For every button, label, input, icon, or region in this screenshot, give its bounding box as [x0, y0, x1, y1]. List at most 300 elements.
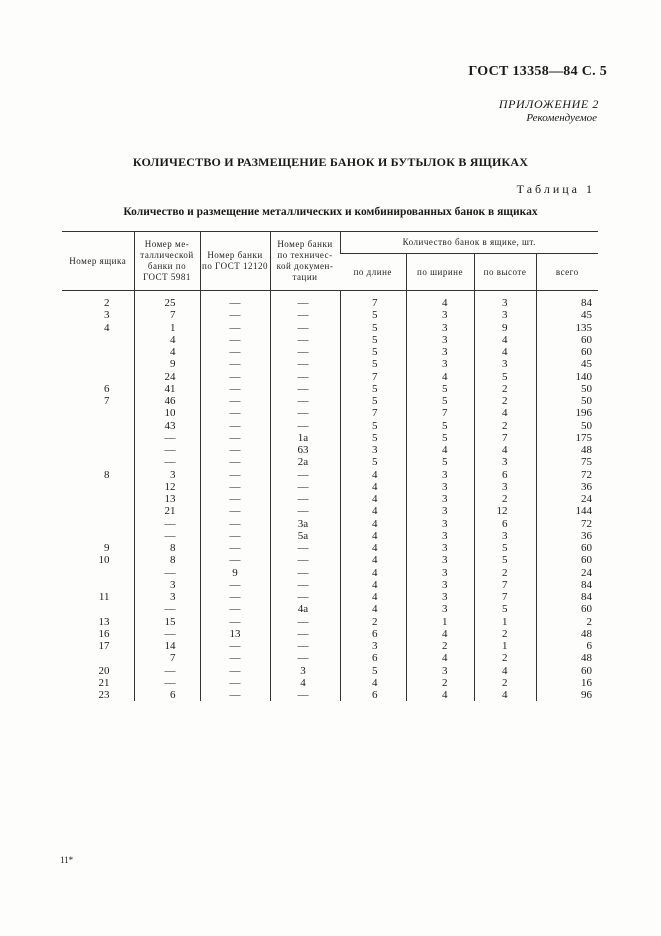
cell-total: 24 — [536, 493, 598, 505]
table-row — [62, 665, 598, 677]
cell-can-gost-5981: 7 — [134, 652, 200, 664]
cell-can-gost-12120: — — [200, 358, 270, 370]
table-row — [62, 346, 598, 358]
cell-by-length: 3 — [340, 640, 406, 652]
boxes-table — [62, 231, 598, 701]
cell-by-length: 5 — [340, 456, 406, 468]
cell-by-height: 5 — [474, 603, 536, 615]
cell-by-length: 4 — [340, 530, 406, 542]
cell-can-spec: — — [270, 652, 340, 664]
cell-box-no — [62, 358, 134, 370]
header-by-width: по ширине — [406, 254, 474, 291]
cell-box-no — [62, 432, 134, 444]
cell-can-gost-12120: — — [200, 383, 270, 395]
cell-by-height: 4 — [474, 689, 536, 701]
cell-by-height: 1 — [474, 616, 536, 628]
cell-can-gost-5981: — — [134, 444, 200, 456]
cell-total: 96 — [536, 689, 598, 701]
cell-total: 50 — [536, 420, 598, 432]
cell-can-gost-12120: — — [200, 530, 270, 542]
cell-by-length: 5 — [340, 665, 406, 677]
cell-can-gost-5981: 1 — [134, 322, 200, 334]
header-can-gost-5981: Номер ме-таллической банки по ГОСТ 5981 — [134, 232, 200, 291]
cell-box-no — [62, 481, 134, 493]
cell-total: 60 — [536, 665, 598, 677]
cell-can-spec: 3 — [270, 665, 340, 677]
table-row — [62, 358, 598, 370]
cell-can-spec: — — [270, 689, 340, 701]
cell-total: 72 — [536, 518, 598, 530]
cell-by-width: 2 — [406, 677, 474, 689]
cell-can-spec: 4а — [270, 603, 340, 615]
cell-can-gost-12120: — — [200, 665, 270, 677]
table-row — [62, 603, 598, 615]
cell-box-no: 10 — [98, 554, 110, 567]
cell-by-height: 2 — [474, 383, 536, 395]
cell-by-length: 4 — [340, 677, 406, 689]
cell-can-spec: — — [270, 554, 340, 566]
cell-can-gost-5981: 8 — [134, 554, 200, 566]
cell-by-length: 4 — [340, 481, 406, 493]
cell-box-no — [62, 346, 134, 358]
cell-can-spec: — — [270, 407, 340, 419]
cell-by-height: 3 — [474, 481, 536, 493]
cell-box-no — [62, 334, 134, 346]
cell-by-height: 4 — [474, 346, 536, 358]
cell-can-gost-12120: — — [200, 640, 270, 652]
table-row — [62, 689, 598, 701]
cell-can-gost-5981: 8 — [134, 542, 200, 554]
cell-can-gost-12120: 9 — [200, 567, 270, 579]
cell-total: 84 — [536, 291, 598, 310]
cell-by-height: 1 — [474, 640, 536, 652]
appendix-subtitle: Рекомендуемое — [526, 112, 597, 124]
cell-total: 135 — [536, 322, 598, 334]
cell-by-height: 3 — [474, 309, 536, 321]
cell-by-width: 3 — [406, 530, 474, 542]
cell-can-gost-12120: — — [200, 432, 270, 444]
table-row — [62, 591, 598, 603]
cell-box-no — [62, 420, 134, 432]
cell-box-no: 16 — [98, 627, 110, 640]
section-title: КОЛИЧЕСТВО И РАЗМЕЩЕНИЕ БАНОК И БУТЫЛОК В ЯЩИКАХ — [132, 155, 529, 169]
page-reference: ГОСТ 13358—84 С. 5 — [468, 64, 607, 79]
cell-by-length: 5 — [340, 358, 406, 370]
cell-by-length: 4 — [340, 518, 406, 530]
cell-by-length: 4 — [340, 505, 406, 517]
cell-can-spec: — — [270, 322, 340, 334]
cell-box-no: 4 — [104, 321, 110, 334]
cell-can-gost-12120: — — [200, 652, 270, 664]
cell-can-gost-12120: — — [200, 616, 270, 628]
cell-box-no — [62, 579, 134, 591]
appendix-block — [499, 97, 599, 125]
cell-can-spec: — — [270, 334, 340, 346]
cell-by-length: 4 — [340, 493, 406, 505]
cell-can-spec: — — [270, 493, 340, 505]
table-row — [62, 371, 598, 383]
cell-can-spec: — — [270, 616, 340, 628]
cell-can-spec: — — [270, 309, 340, 321]
cell-can-spec: — — [270, 542, 340, 554]
cell-box-no — [62, 530, 134, 542]
cell-box-no: 17 — [98, 640, 110, 652]
cell-can-spec: — — [270, 395, 340, 407]
cell-can-gost-5981: 24 — [134, 371, 200, 383]
table-row — [62, 567, 598, 579]
cell-can-spec: 63 — [270, 444, 340, 456]
cell-by-width: 5 — [406, 383, 474, 395]
cell-by-width: 3 — [406, 505, 474, 517]
table-row — [62, 505, 598, 517]
cell-can-gost-5981: 3 — [134, 579, 200, 591]
cell-by-height: 2 — [474, 677, 536, 689]
table-row — [62, 640, 598, 652]
cell-total: 60 — [536, 603, 598, 615]
cell-by-height: 4 — [474, 334, 536, 346]
cell-by-height: 5 — [474, 371, 536, 383]
table-row — [62, 407, 598, 419]
cell-total: 48 — [536, 628, 598, 640]
header-can-gost-12120: Номер банки по ГОСТ 12120 — [200, 232, 270, 291]
cell-can-gost-12120: — — [200, 481, 270, 493]
cell-by-width: 3 — [406, 567, 474, 579]
cell-can-gost-5981: — — [134, 628, 200, 640]
cell-can-gost-12120: — — [200, 456, 270, 468]
cell-can-spec: — — [270, 346, 340, 358]
table-row — [62, 554, 598, 566]
cell-by-width: 3 — [406, 542, 474, 554]
cell-can-spec: — — [270, 358, 340, 370]
cell-by-length: 4 — [340, 469, 406, 481]
cell-box-no: 9 — [104, 542, 110, 554]
header-can-count-group: Количество банок в ящике, шт. — [340, 232, 598, 254]
cell-total: 75 — [536, 456, 598, 468]
cell-can-gost-12120: — — [200, 554, 270, 566]
cell-can-gost-12120: — — [200, 444, 270, 456]
cell-by-height: 4 — [474, 444, 536, 456]
cell-can-gost-12120: — — [200, 395, 270, 407]
cell-by-height: 9 — [474, 322, 536, 334]
cell-can-gost-12120: — — [200, 591, 270, 603]
cell-box-no: 6 — [104, 382, 110, 395]
cell-can-spec: — — [270, 371, 340, 383]
cell-box-no: 13 — [98, 615, 110, 628]
cell-total: 16 — [536, 677, 598, 689]
cell-can-spec: 1а — [270, 432, 340, 444]
cell-by-length: 4 — [340, 554, 406, 566]
cell-by-length: 6 — [340, 628, 406, 640]
cell-can-gost-12120: — — [200, 334, 270, 346]
table-row — [62, 291, 598, 310]
cell-by-length: 4 — [340, 567, 406, 579]
cell-by-length: 7 — [340, 407, 406, 419]
cell-box-no: 21 — [98, 676, 110, 689]
table-body — [62, 291, 598, 702]
cell-can-gost-5981: 15 — [134, 616, 200, 628]
cell-box-no — [62, 444, 134, 456]
cell-can-gost-12120: — — [200, 579, 270, 591]
cell-by-width: 3 — [406, 554, 474, 566]
table-row — [62, 432, 598, 444]
cell-total: 36 — [536, 530, 598, 542]
cell-can-gost-12120: — — [200, 291, 270, 310]
cell-can-gost-5981: 43 — [134, 420, 200, 432]
cell-box-no — [62, 456, 134, 468]
table-label: Таблица 1 — [516, 182, 595, 196]
cell-by-width: 4 — [406, 652, 474, 664]
cell-by-length: 4 — [340, 603, 406, 615]
cell-can-gost-5981: 9 — [134, 358, 200, 370]
cell-total: 2 — [536, 616, 598, 628]
cell-can-spec: — — [270, 505, 340, 517]
cell-can-gost-5981: 4 — [134, 334, 200, 346]
cell-total: 84 — [536, 591, 598, 603]
cell-can-gost-5981: — — [134, 603, 200, 615]
cell-by-height: 5 — [474, 542, 536, 554]
cell-box-no: 7 — [104, 395, 110, 407]
cell-can-gost-5981: 6 — [134, 689, 200, 701]
cell-can-gost-12120: — — [200, 371, 270, 383]
cell-by-width: 5 — [406, 432, 474, 444]
cell-by-length: 4 — [340, 591, 406, 603]
cell-total: 60 — [536, 334, 598, 346]
cell-can-gost-5981: 12 — [134, 481, 200, 493]
table-row — [62, 395, 598, 407]
cell-can-gost-12120: — — [200, 518, 270, 530]
cell-by-width: 5 — [406, 420, 474, 432]
cell-box-no: 2 — [104, 297, 110, 309]
cell-can-gost-5981: 25 — [134, 291, 200, 310]
cell-by-length: 5 — [340, 334, 406, 346]
cell-can-gost-5981: — — [134, 677, 200, 689]
cell-by-length: 5 — [340, 432, 406, 444]
cell-can-spec: — — [270, 591, 340, 603]
cell-total: 144 — [536, 505, 598, 517]
cell-by-length: 4 — [340, 542, 406, 554]
table-row — [62, 616, 598, 628]
cell-total: 6 — [536, 640, 598, 652]
cell-by-width: 3 — [406, 665, 474, 677]
cell-can-gost-5981: — — [134, 567, 200, 579]
cell-by-width: 4 — [406, 444, 474, 456]
cell-total: 60 — [536, 554, 598, 566]
cell-box-no — [62, 567, 134, 579]
cell-total: 50 — [536, 395, 598, 407]
cell-by-length: 6 — [340, 689, 406, 701]
cell-by-length: 4 — [340, 579, 406, 591]
cell-by-width: 5 — [406, 395, 474, 407]
cell-total: 60 — [536, 346, 598, 358]
cell-by-height: 3 — [474, 530, 536, 542]
cell-can-gost-12120: — — [200, 689, 270, 701]
cell-can-gost-5981: 3 — [134, 591, 200, 603]
cell-can-gost-12120: — — [200, 603, 270, 615]
cell-by-length: 5 — [340, 346, 406, 358]
cell-by-width: 3 — [406, 481, 474, 493]
cell-can-gost-5981: — — [134, 665, 200, 677]
cell-can-gost-5981: 10 — [134, 407, 200, 419]
footer-mark: 11* — [60, 855, 74, 865]
cell-can-gost-5981: 4 — [134, 346, 200, 358]
cell-can-gost-5981: — — [134, 518, 200, 530]
cell-by-width: 3 — [406, 603, 474, 615]
header-by-height: по высоте — [474, 254, 536, 291]
table-row — [62, 677, 598, 689]
cell-can-spec: 3а — [270, 518, 340, 530]
header-total: всего — [536, 254, 598, 291]
table-row — [62, 383, 598, 395]
table-row — [62, 456, 598, 468]
cell-box-no: 11 — [98, 591, 110, 603]
cell-by-height: 4 — [474, 665, 536, 677]
cell-by-width: 3 — [406, 334, 474, 346]
table-row — [62, 652, 598, 664]
cell-can-gost-12120: — — [200, 505, 270, 517]
cell-by-height: 3 — [474, 358, 536, 370]
cell-by-width: 3 — [406, 591, 474, 603]
cell-can-gost-12120: — — [200, 407, 270, 419]
cell-box-no: 3 — [104, 309, 110, 322]
cell-can-spec: — — [270, 567, 340, 579]
cell-by-height: 2 — [474, 652, 536, 664]
cell-can-gost-5981: 41 — [134, 383, 200, 395]
cell-by-height: 2 — [474, 628, 536, 640]
cell-by-length: 2 — [340, 616, 406, 628]
table-row — [62, 579, 598, 591]
cell-total: 48 — [536, 652, 598, 664]
cell-by-height: 12 — [474, 505, 536, 517]
table-row — [62, 469, 598, 481]
cell-by-width: 3 — [406, 469, 474, 481]
cell-by-height: 2 — [474, 493, 536, 505]
cell-by-width: 4 — [406, 628, 474, 640]
cell-by-height: 7 — [474, 579, 536, 591]
cell-by-height: 2 — [474, 567, 536, 579]
cell-can-gost-12120: 13 — [200, 628, 270, 640]
cell-by-length: 7 — [340, 371, 406, 383]
table-row — [62, 444, 598, 456]
cell-total: 175 — [536, 432, 598, 444]
table-row — [62, 530, 598, 542]
cell-box-no — [62, 518, 134, 530]
cell-can-spec: — — [270, 481, 340, 493]
cell-can-gost-5981: 7 — [134, 309, 200, 321]
header-by-length: по длине — [353, 266, 392, 277]
cell-by-width: 3 — [406, 346, 474, 358]
cell-can-spec: 2а — [270, 456, 340, 468]
cell-can-gost-5981: — — [134, 530, 200, 542]
cell-by-width: 5 — [406, 456, 474, 468]
cell-can-spec: — — [270, 628, 340, 640]
cell-by-height: 2 — [474, 395, 536, 407]
cell-by-height: 3 — [474, 291, 536, 310]
cell-box-no: 8 — [104, 468, 110, 481]
cell-by-height: 2 — [474, 420, 536, 432]
cell-by-height: 5 — [474, 554, 536, 566]
cell-by-width: 4 — [406, 689, 474, 701]
cell-can-gost-12120: — — [200, 420, 270, 432]
cell-by-length: 5 — [340, 322, 406, 334]
appendix-title: ПРИЛОЖЕНИЕ 2 — [498, 97, 599, 111]
cell-total: 84 — [536, 579, 598, 591]
table-row — [62, 493, 598, 505]
cell-can-gost-5981: 13 — [134, 493, 200, 505]
cell-box-no: 23 — [98, 689, 110, 701]
cell-can-gost-12120: — — [200, 493, 270, 505]
cell-total: 50 — [536, 383, 598, 395]
table-row — [62, 518, 598, 530]
cell-can-gost-5981: — — [134, 432, 200, 444]
cell-can-gost-12120: — — [200, 677, 270, 689]
cell-by-length: 5 — [340, 420, 406, 432]
table-row — [62, 628, 598, 640]
cell-by-height: 3 — [474, 456, 536, 468]
cell-can-gost-12120: — — [200, 542, 270, 554]
cell-total: 45 — [536, 309, 598, 321]
table-row — [62, 334, 598, 346]
cell-box-no — [62, 505, 134, 517]
cell-can-spec: — — [270, 640, 340, 652]
cell-by-width: 1 — [406, 616, 474, 628]
cell-can-gost-12120: — — [200, 346, 270, 358]
cell-by-length: 5 — [340, 395, 406, 407]
cell-by-width: 3 — [406, 309, 474, 321]
cell-by-height: 7 — [474, 591, 536, 603]
cell-can-gost-12120: — — [200, 309, 270, 321]
table-row — [62, 322, 598, 334]
cell-by-height: 6 — [474, 469, 536, 481]
cell-by-length: 5 — [340, 383, 406, 395]
table-row — [62, 309, 598, 321]
cell-by-width: 3 — [406, 493, 474, 505]
cell-total: 45 — [536, 358, 598, 370]
cell-can-spec: — — [270, 383, 340, 395]
cell-by-width: 2 — [406, 640, 474, 652]
table-row — [62, 542, 598, 554]
cell-box-no — [62, 493, 134, 505]
cell-total: 36 — [536, 481, 598, 493]
cell-by-height: 6 — [474, 518, 536, 530]
cell-total: 48 — [536, 444, 598, 456]
cell-can-spec: — — [270, 291, 340, 310]
cell-by-height: 4 — [474, 407, 536, 419]
cell-can-gost-5981: 14 — [134, 640, 200, 652]
cell-can-spec: 5а — [270, 530, 340, 542]
cell-by-length: 3 — [340, 444, 406, 456]
cell-box-no — [62, 652, 134, 664]
cell-by-width: 3 — [406, 358, 474, 370]
table-row — [62, 481, 598, 493]
cell-can-gost-5981: 3 — [134, 469, 200, 481]
cell-can-spec: — — [270, 579, 340, 591]
cell-by-width: 7 — [406, 407, 474, 419]
cell-by-width: 4 — [406, 291, 474, 310]
cell-box-no — [62, 407, 134, 419]
cell-can-spec: 4 — [270, 677, 340, 689]
cell-by-length: 6 — [340, 652, 406, 664]
cell-can-spec: — — [270, 420, 340, 432]
cell-by-width: 3 — [406, 518, 474, 530]
cell-box-no: 20 — [98, 664, 110, 677]
cell-total: 60 — [536, 542, 598, 554]
table-title: Количество и размещение металлических и комбинированных банок в ящиках — [123, 206, 538, 218]
cell-total: 140 — [536, 371, 598, 383]
cell-total: 24 — [536, 567, 598, 579]
cell-box-no — [62, 371, 134, 383]
cell-by-height: 7 — [474, 432, 536, 444]
header-box-no: Номер ящика — [62, 232, 134, 291]
